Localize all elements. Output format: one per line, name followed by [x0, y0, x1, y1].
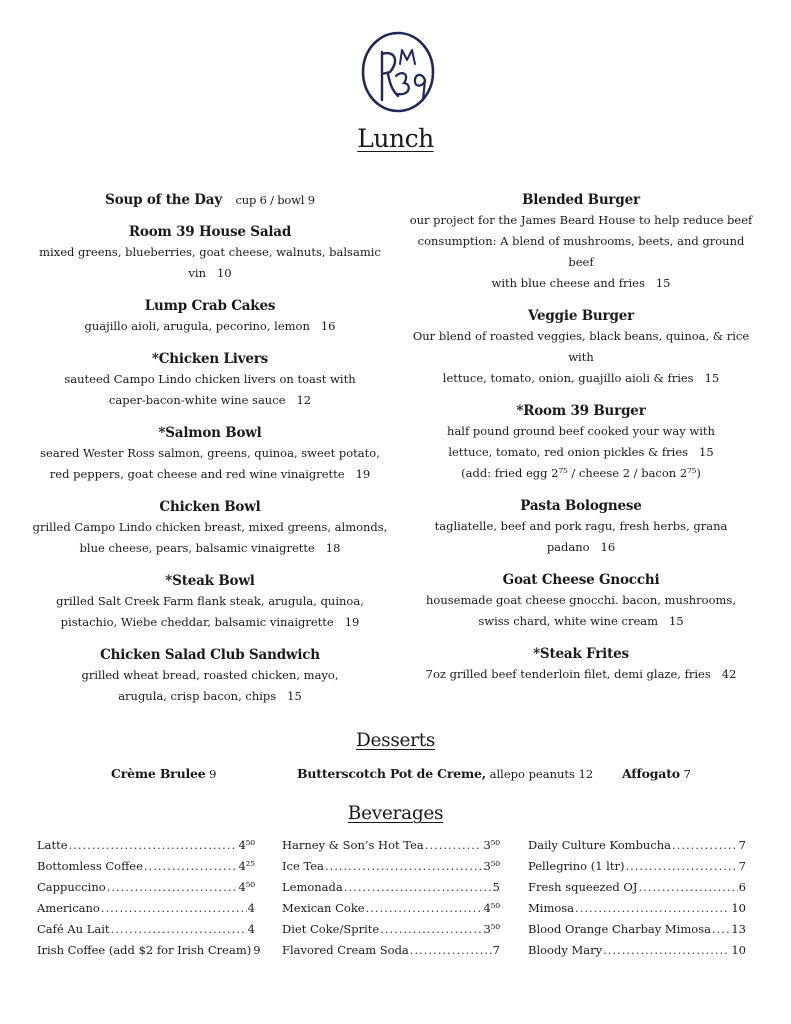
menu-item — [408, 401, 754, 484]
menu-item-price: 19 — [344, 615, 360, 629]
beverage-name: Café Au Lait — [37, 922, 110, 936]
menu-item-title: Veggie Burger — [528, 308, 634, 324]
dessert-item: Affogato 7 — [622, 766, 691, 781]
menu-item-description — [22, 443, 398, 464]
dot-leader — [366, 901, 483, 915]
menu-item-title: Goat Cheese Gnocchi — [502, 572, 660, 588]
dot-leader — [603, 943, 730, 957]
menu-item-description — [408, 273, 754, 294]
description-text: pistachio, Wiebe cheddar, balsamic vinaigrette — [60, 615, 334, 629]
menu-item-name — [22, 349, 398, 369]
dessert-item: Crème Brulee 9 — [111, 766, 217, 781]
dot-leader — [101, 901, 247, 915]
beverage-price: 7 — [738, 859, 746, 873]
beverage-name: Americano — [37, 901, 100, 915]
description-text: lettuce, tomato, red onion pickles & fries — [448, 445, 689, 459]
description-text: mixed greens, blueberries, goat cheese, walnuts, balsamic vin — [39, 245, 381, 280]
menu-item-name — [22, 645, 398, 665]
description-text: swiss chard, white wine cream — [478, 614, 659, 628]
menu-item-price: 15 — [655, 276, 671, 290]
menu-item-description — [22, 464, 398, 485]
beverage-item — [37, 838, 255, 859]
beverage-name: Blood Orange Charbay Mimosa — [528, 922, 711, 936]
menu-item — [408, 306, 754, 389]
description-text: with blue cheese and fries — [491, 276, 645, 290]
dessert-item: Butterscotch Pot de Creme, allepo peanuts 12 — [297, 766, 594, 781]
menu-item-description — [408, 611, 754, 632]
menu-item-title: Pasta Bolognese — [520, 498, 642, 514]
beverage-price: 10 — [731, 943, 746, 957]
dot-leader — [638, 880, 737, 894]
description-text: arugula, crisp bacon, chips — [118, 689, 277, 703]
beverage-item — [37, 859, 255, 880]
menu-item-title: *Room 39 Burger — [516, 403, 646, 419]
page-title: Lunch — [357, 124, 434, 153]
menu-item — [22, 349, 398, 411]
menu-item — [22, 296, 398, 337]
menu-item — [22, 222, 398, 284]
dot-leader — [144, 859, 238, 873]
dot-leader — [410, 943, 492, 957]
description-text: 7oz grilled beef tenderloin filet, demi glaze, fries — [425, 667, 711, 681]
beverage-price: 3⁵⁰ — [483, 838, 500, 852]
beverage-name: Fresh squeezed OJ — [528, 880, 638, 894]
menu-item-name — [408, 570, 754, 590]
menu-item-description — [408, 210, 754, 231]
menu-item-name — [22, 497, 398, 517]
beverage-name: Ice Tea — [282, 859, 324, 873]
menu-item-description — [408, 368, 754, 389]
menu-item — [408, 496, 754, 558]
menu-item-title: Chicken Salad Club Sandwich — [100, 647, 320, 663]
menu-item-description — [408, 516, 754, 558]
beverage-price: 7 — [492, 943, 500, 957]
description-text: grilled Salt Creek Farm flank steak, arugula, quinoa, — [56, 594, 364, 608]
menu-item-description — [22, 316, 398, 337]
menu-item-description — [408, 421, 754, 442]
beverage-column — [528, 838, 746, 964]
beverage-item — [282, 859, 500, 880]
menu-item-description — [22, 242, 398, 284]
menu-item-title: Soup of the Day — [105, 192, 222, 208]
beverage-item — [37, 880, 255, 901]
beverage-price: 13 — [731, 922, 746, 936]
beverage-item — [37, 901, 255, 922]
menu-item-price: 18 — [325, 541, 341, 555]
menu-item-name — [22, 222, 398, 242]
menu-item-title: Room 39 House Salad — [128, 224, 292, 240]
menu-item-price: 16 — [320, 319, 336, 333]
menu-item-description — [408, 442, 754, 463]
menu-item-description — [22, 369, 398, 390]
menu-item-name — [408, 401, 754, 421]
menu-item-price: 10 — [216, 266, 232, 280]
menu-item-name — [408, 190, 754, 210]
beverage-price: 4⁵⁰ — [238, 838, 255, 852]
description-text: half pound ground beef cooked your way with — [447, 424, 715, 438]
beverage-item — [37, 943, 261, 964]
beverage-name: Bottomless Coffee — [37, 859, 143, 873]
menu-item-description — [22, 612, 398, 633]
dot-leader — [344, 880, 492, 894]
menu-item-title: *Steak Frites — [533, 646, 629, 662]
beverage-item — [282, 943, 500, 964]
dot-leader — [625, 859, 737, 873]
beverage-price: 4 — [247, 922, 255, 936]
menu-item-name — [22, 296, 398, 316]
beverage-item — [282, 901, 500, 922]
menu-item-price: 42 — [721, 667, 737, 681]
beverage-name: Diet Coke/Sprite — [282, 922, 380, 936]
menu-item — [22, 423, 398, 485]
beverage-name: Mexican Coke — [282, 901, 365, 915]
beverage-price: 10 — [731, 901, 746, 915]
menu-item-name — [408, 496, 754, 516]
menu-item-price: cup 6 / bowl 9 — [235, 193, 315, 207]
beverage-item — [528, 901, 746, 922]
menu-item-description — [22, 665, 398, 686]
menu-item-name — [408, 644, 754, 664]
beverage-name: Irish Coffee (add $2 for Irish Cream) — [37, 943, 252, 957]
description-text: caper-bacon-white wine sauce — [108, 393, 286, 407]
menu-item-description — [408, 590, 754, 611]
menu-item — [22, 190, 398, 210]
menu-item — [408, 190, 754, 294]
dot-leader — [425, 838, 483, 852]
beverage-price: 4 — [247, 901, 255, 915]
menu-item-name — [22, 423, 398, 443]
description-text: housemade goat cheese gnocchi. bacon, mushrooms, — [426, 593, 736, 607]
menu-item-description — [22, 591, 398, 612]
description-text: red peppers, goat cheese and red wine vinaigrette — [49, 467, 345, 481]
room39-logo — [360, 30, 436, 114]
menu-item-description — [22, 390, 398, 411]
dot-leader — [575, 901, 730, 915]
beverage-item — [528, 838, 746, 859]
menu-item-title: *Steak Bowl — [165, 573, 255, 589]
beverage-item — [37, 922, 255, 943]
menu-item-addon: (add: fried egg 2⁷⁵ / cheese 2 / bacon 2⁷⁵) — [461, 466, 701, 480]
description-text: blue cheese, pears, balsamic vinaigrette — [79, 541, 315, 555]
beverage-name: Bloody Mary — [528, 943, 603, 957]
beverage-item — [282, 838, 500, 859]
menu-item — [22, 645, 398, 707]
menu-item-price: 15 — [704, 371, 720, 385]
beverage-column — [282, 838, 500, 964]
description-text: grilled Campo Lindo chicken breast, mixed greens, almonds, — [32, 520, 388, 534]
beverage-price: 3⁵⁰ — [483, 922, 500, 936]
dot-leader — [111, 922, 247, 936]
menu-item-title: *Chicken Livers — [151, 351, 269, 367]
dot-leader — [672, 838, 738, 852]
menu-item-price: 15 — [669, 614, 684, 628]
menu-item-description — [408, 664, 754, 685]
menu-item-description — [408, 326, 754, 368]
beverage-price: 6 — [738, 880, 746, 894]
lunch-right-column — [408, 190, 754, 697]
beverage-price: 4²⁵ — [238, 859, 255, 873]
description-text: guajillo aioli, arugula, pecorino, lemon — [84, 319, 310, 333]
beverage-item — [528, 880, 746, 901]
menu-item-price: 15 — [287, 689, 302, 703]
menu-item-price: 19 — [355, 467, 371, 481]
beverage-name: Pellegrino (1 ltr) — [528, 859, 625, 873]
dot-leader — [69, 838, 238, 852]
beverage-name: Harney & Son’s Hot Tea — [282, 838, 424, 852]
menu-item-name — [22, 190, 398, 210]
dot-leader — [380, 922, 482, 936]
dot-leader — [712, 922, 730, 936]
beverage-column — [37, 838, 261, 964]
desserts-heading: Desserts — [355, 730, 436, 751]
beverage-price: 3⁵⁰ — [483, 859, 500, 873]
menu-item-name — [408, 306, 754, 326]
menu-item-title: *Salmon Bowl — [158, 425, 262, 441]
description-text: grilled wheat bread, roasted chicken, mayo, — [81, 668, 339, 682]
description-text: sauteed Campo Lindo chicken livers on toast with — [64, 372, 356, 386]
menu-item-description — [22, 686, 398, 707]
menu-item-description — [408, 231, 754, 273]
menu-item-price: 16 — [600, 540, 616, 554]
beverage-name: Flavored Cream Soda — [282, 943, 409, 957]
menu-item-price: 12 — [296, 393, 312, 407]
beverage-item — [528, 943, 746, 964]
dot-leader — [325, 859, 483, 873]
menu-item-title: Blended Burger — [522, 192, 640, 208]
beverage-item — [528, 859, 746, 880]
beverage-price: 4⁵⁰ — [238, 880, 255, 894]
dot-leader — [107, 880, 238, 894]
beverages-heading: Beverages — [347, 803, 444, 824]
menu-item-description — [22, 538, 398, 559]
beverage-price: 7 — [738, 838, 746, 852]
description-text: consumption: A blend of mushrooms, beets, and ground beef — [417, 234, 745, 269]
beverage-name: Mimosa — [528, 901, 575, 915]
menu-item-title: Chicken Bowl — [159, 499, 261, 515]
menu-item — [22, 571, 398, 633]
beverage-item — [282, 880, 500, 901]
menu-item-title: Lump Crab Cakes — [144, 298, 276, 314]
beverage-item — [282, 922, 500, 943]
description-text: lettuce, tomato, onion, guajillo aioli & fries — [442, 371, 694, 385]
lunch-left-column — [22, 190, 398, 719]
menu-item — [408, 570, 754, 632]
beverage-name: Latte — [37, 838, 68, 852]
beverage-price: 9 — [253, 943, 261, 957]
description-text: tagliatelle, beef and pork ragu, fresh herbs, grana padano — [434, 519, 728, 554]
menu-item — [22, 497, 398, 559]
beverage-price: 4⁵⁰ — [483, 901, 500, 915]
beverage-name: Daily Culture Kombucha — [528, 838, 672, 852]
menu-item-name — [22, 571, 398, 591]
description-text: seared Wester Ross salmon, greens, quinoa, sweet potato, — [40, 446, 380, 460]
menu-item — [408, 644, 754, 685]
menu-item-description — [22, 517, 398, 538]
beverage-price: 5 — [492, 880, 500, 894]
description-text: our project for the James Beard House to help reduce beef — [409, 213, 753, 227]
beverage-name: Lemonada — [282, 880, 343, 894]
description-text: Our blend of roasted veggies, black beans, quinoa, & rice with — [412, 329, 750, 364]
menu-item-price: 15 — [699, 445, 714, 459]
beverage-item — [528, 922, 746, 943]
beverage-name: Cappuccino — [37, 880, 106, 894]
